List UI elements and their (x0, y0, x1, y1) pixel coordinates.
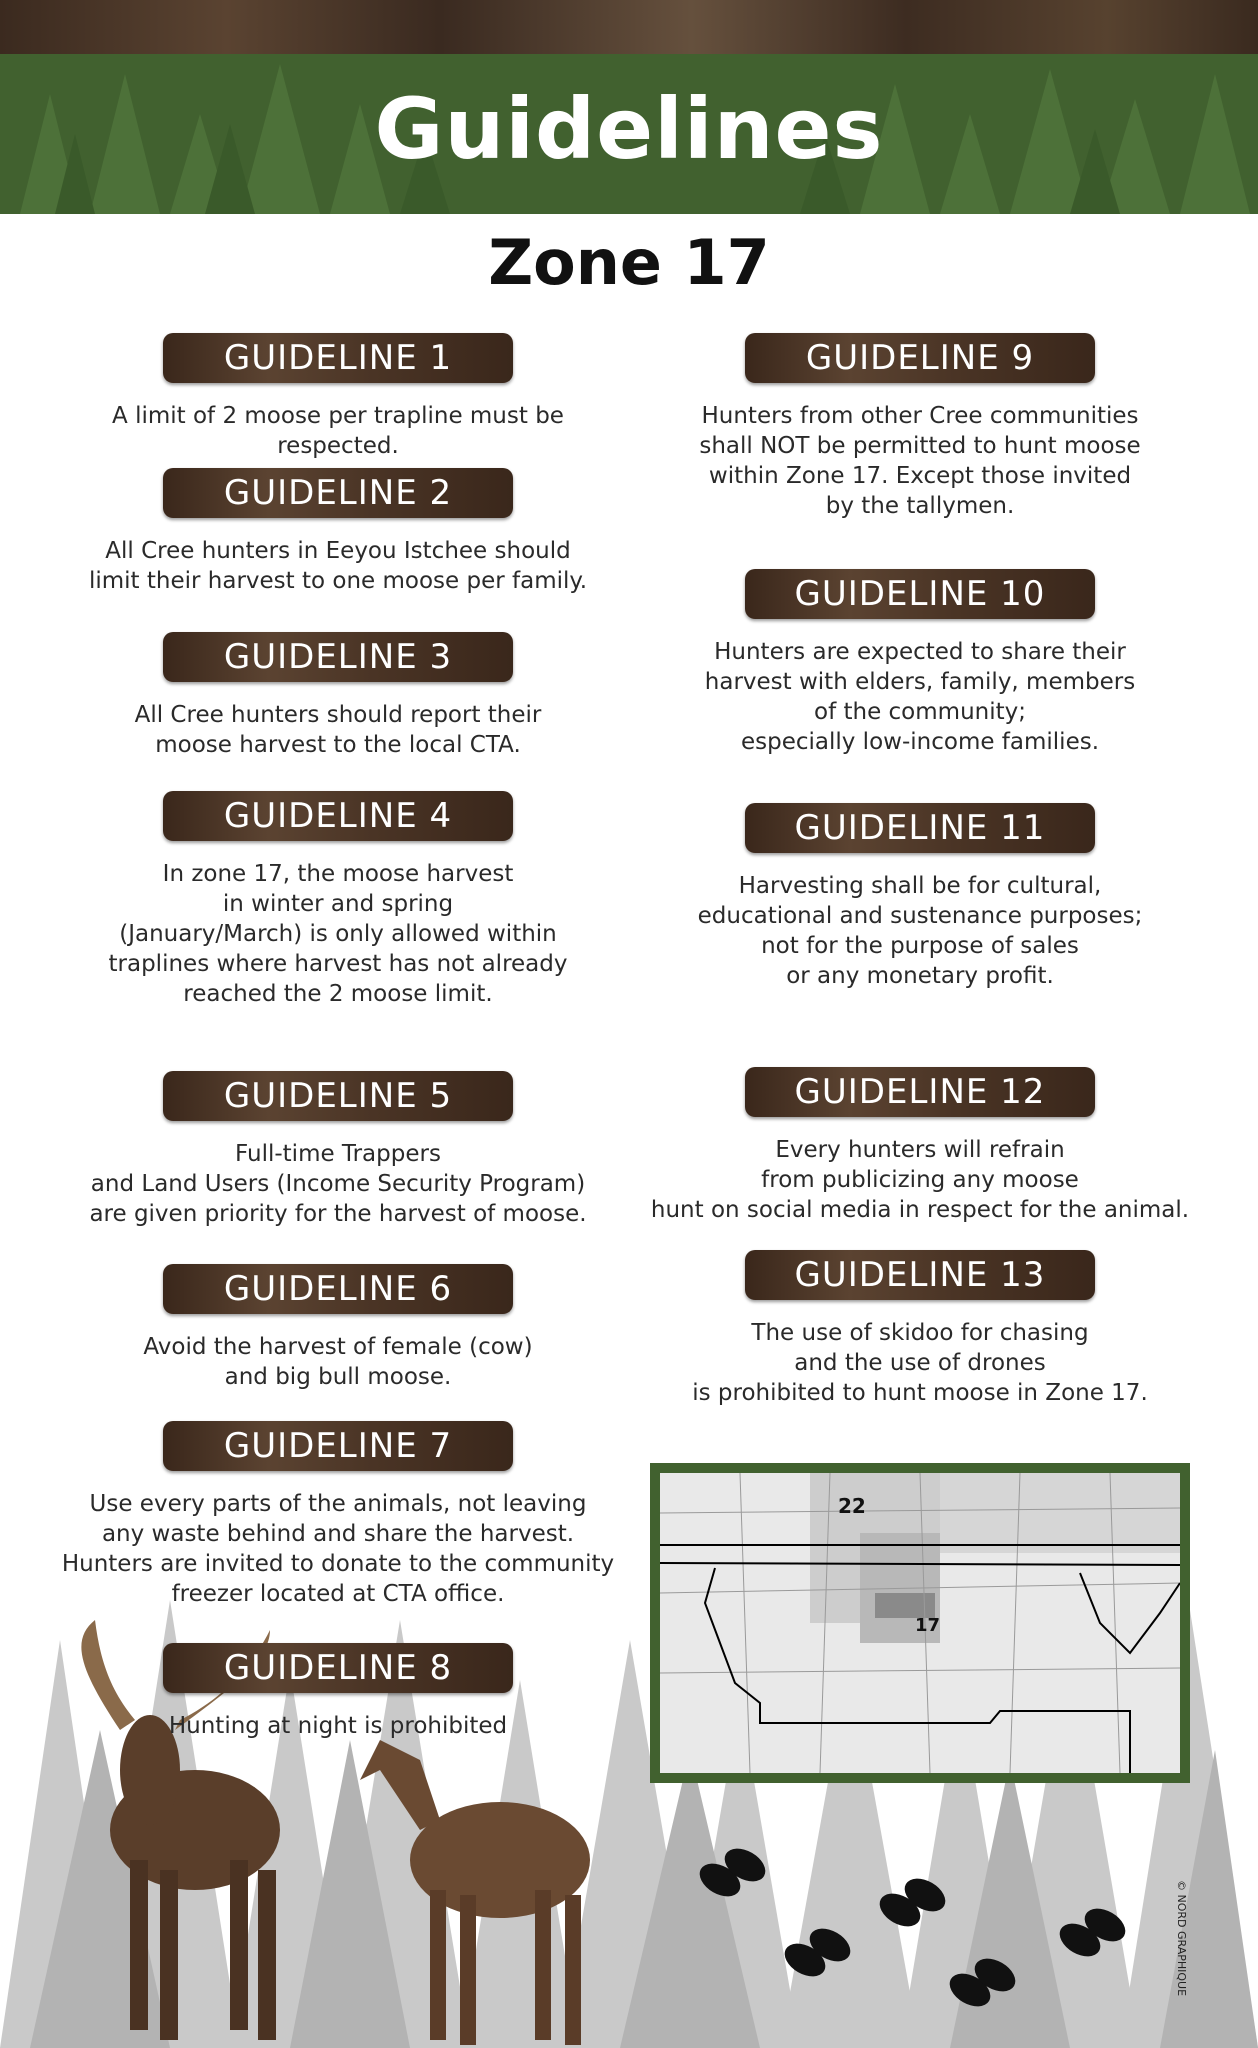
guideline-5 (48, 1071, 628, 1229)
guideline-badge: GUIDELINE 2 (163, 468, 513, 518)
zone-map (650, 1463, 1190, 1783)
zone-map-canvas (660, 1473, 1180, 1773)
guideline-10 (630, 569, 1210, 757)
guideline-badge: GUIDELINE 10 (745, 569, 1095, 619)
guideline-badge: GUIDELINE 6 (163, 1264, 513, 1314)
map-drawing (660, 1473, 1180, 1773)
wood-top-strip (0, 0, 1258, 54)
guideline-badge: GUIDELINE 13 (745, 1250, 1095, 1300)
guideline-text: Hunting at night is prohibited (168, 1713, 508, 1739)
guideline-text: Harvesting shall be for cultural, educational and sustenance purposes; not for the purpose of sales or any monetary profit. (697, 873, 1143, 989)
guideline-badge: GUIDELINE 8 (163, 1643, 513, 1693)
guideline-text: A limit of 2 moose per trapline must be respected. (112, 403, 564, 459)
guideline-11 (630, 803, 1210, 991)
guideline-badge: GUIDELINE 5 (163, 1071, 513, 1121)
guideline-9 (630, 333, 1210, 521)
guideline-text: All Cree hunters should report their moose harvest to the local CTA. (134, 702, 542, 758)
guideline-text: Hunters are expected to share their harvest with elders, family, members of the community; especially low-income families. (704, 639, 1136, 755)
guideline-3 (48, 632, 628, 760)
guideline-8 (48, 1643, 628, 1741)
guideline-badge: GUIDELINE 12 (745, 1067, 1095, 1117)
guideline-text: Avoid the harvest of female (cow) and big bull moose. (143, 1334, 533, 1390)
guideline-12 (630, 1067, 1210, 1225)
guideline-6 (48, 1264, 628, 1392)
zone-subtitle: Zone 17 (488, 226, 770, 299)
guideline-badge: GUIDELINE 3 (163, 632, 513, 682)
guideline-4 (48, 791, 628, 1009)
guideline-badge: GUIDELINE 11 (745, 803, 1095, 853)
guideline-text: Use every parts of the animals, not leaving any waste behind and share the harvest. Hunters are invited to donate to the community freezer located at CTA office. (61, 1491, 615, 1607)
page-title: Guidelines (374, 80, 884, 178)
map-zone-label-17: 17 (915, 1615, 941, 1636)
guideline-text: Every hunters will refrain from publicizing any moose hunt on social media in respect for the animal. (650, 1137, 1190, 1223)
guideline-7 (48, 1421, 628, 1609)
guideline-badge: GUIDELINE 4 (163, 791, 513, 841)
credit-text: © NORD GRAPHIQUE (1175, 1880, 1188, 1997)
guideline-badge: GUIDELINE 9 (745, 333, 1095, 383)
guideline-2 (48, 468, 628, 596)
guideline-13 (630, 1250, 1210, 1408)
guideline-1 (48, 333, 628, 461)
guideline-badge: GUIDELINE 1 (163, 333, 513, 383)
guideline-badge: GUIDELINE 7 (163, 1421, 513, 1471)
guideline-text: The use of skidoo for chasing and the use of drones is prohibited to hunt moose in Zone 17. (692, 1320, 1148, 1406)
guideline-text: Hunters from other Cree communities shall NOT be permitted to hunt moose within Zone 17. Except those invited by the tallymen. (699, 403, 1141, 519)
guideline-text: In zone 17, the moose harvest in winter and spring (January/March) is only allowed within traplines where harvest has not already reached the 2 moose limit. (108, 861, 568, 1007)
map-zone-label-22: 22 (838, 1494, 866, 1518)
guideline-text: All Cree hunters in Eeyou Istchee should limit their harvest to one moose per family. (88, 538, 588, 594)
guideline-text: Full-time Trappers and Land Users (Income Security Program) are given priority for the harvest of moose. (89, 1141, 587, 1227)
